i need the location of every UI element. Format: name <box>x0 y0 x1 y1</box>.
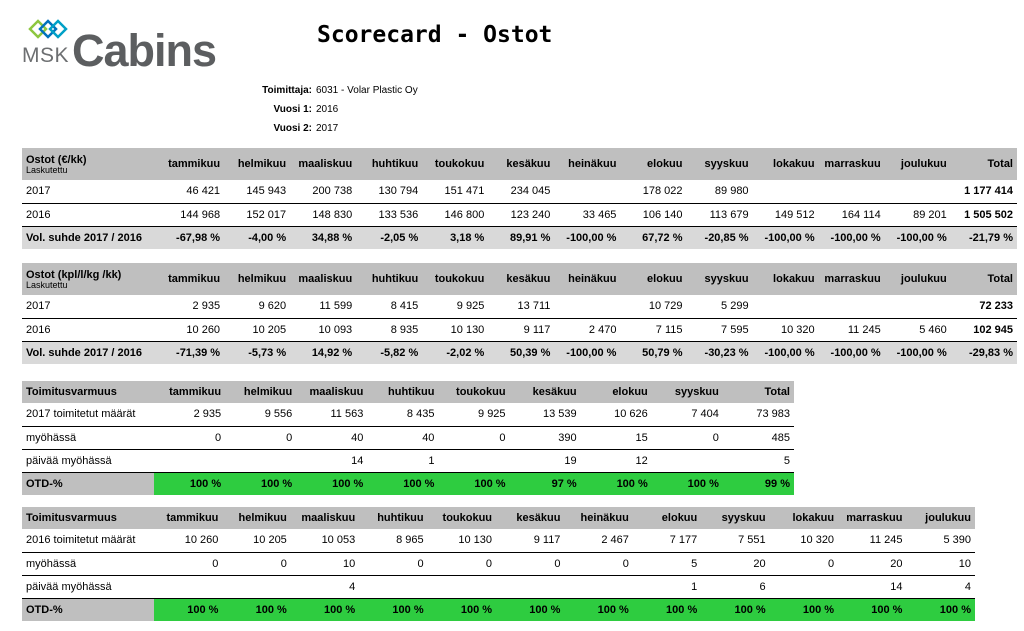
table-cell: 11 563 <box>296 403 367 426</box>
table-cell <box>819 180 885 203</box>
column-header: huhtikuu <box>359 507 427 529</box>
table-header-row <box>22 507 975 529</box>
row-label: myöhässä <box>22 426 154 449</box>
column-header: tammikuu <box>158 148 224 180</box>
table-cell: 14 <box>296 449 367 472</box>
table-cell <box>154 575 222 598</box>
table-cell: 97 % <box>510 472 581 495</box>
table-cell: -100,00 % <box>753 226 819 249</box>
row-label: 2017 <box>22 295 158 318</box>
table-cell: 133 536 <box>356 203 422 226</box>
table-cell: 10 <box>906 552 975 575</box>
column-header: tammikuu <box>158 263 224 295</box>
table-row <box>22 472 794 495</box>
table-cell <box>554 180 620 203</box>
column-header: huhtikuu <box>356 148 422 180</box>
table-cell: 19 <box>510 449 581 472</box>
table-cell: 2 935 <box>154 403 225 426</box>
row-label: OTD-% <box>22 598 154 621</box>
column-header: syyskuu <box>701 507 769 529</box>
table-cell: -2,05 % <box>356 226 422 249</box>
table-cell: 10 205 <box>222 529 290 552</box>
table-cell: 2 470 <box>554 318 620 341</box>
column-header: helmikuu <box>224 148 290 180</box>
table-cell <box>554 295 620 318</box>
column-header: marraskuu <box>819 148 885 180</box>
table-row <box>22 552 975 575</box>
table-cell: 130 794 <box>356 180 422 203</box>
table-cell: 11 245 <box>819 318 885 341</box>
table-cell: 67,72 % <box>620 226 686 249</box>
table-cell: -100,00 % <box>753 341 819 364</box>
table-cell: 10 729 <box>620 295 686 318</box>
table-cell: 4 <box>291 575 359 598</box>
table-cell: 178 022 <box>620 180 686 203</box>
table-cell: 5 460 <box>885 318 951 341</box>
table-cell: 100 % <box>359 598 427 621</box>
column-header: kesäkuu <box>488 148 554 180</box>
table-cell: 144 968 <box>158 203 224 226</box>
table-cell: 100 % <box>225 472 296 495</box>
meta-year2-label: Vuosi 2: <box>273 123 312 134</box>
table-cell: 13 711 <box>488 295 554 318</box>
table-cell: 9 620 <box>224 295 290 318</box>
table-cell: 8 435 <box>367 403 438 426</box>
table-cell: -71,39 % <box>158 341 224 364</box>
column-header: Total <box>951 263 1017 295</box>
table-cell: 5 <box>723 449 794 472</box>
table-cell <box>753 180 819 203</box>
column-header: elokuu <box>620 263 686 295</box>
table-cell <box>885 180 951 203</box>
brand-logo <box>22 18 222 76</box>
table-cell: 11 245 <box>838 529 906 552</box>
table-cell: 3,18 % <box>422 226 488 249</box>
table-cell: 10 053 <box>291 529 359 552</box>
table-cell: 20 <box>838 552 906 575</box>
table-cell: 123 240 <box>488 203 554 226</box>
column-header: helmikuu <box>225 381 296 403</box>
table-row <box>22 403 794 426</box>
column-header: marraskuu <box>838 507 906 529</box>
column-header: Total <box>951 148 1017 180</box>
row-label: 2017 toimitetut määrät <box>22 403 154 426</box>
column-header: maaliskuu <box>291 507 359 529</box>
table-cell: 113 679 <box>687 203 753 226</box>
table-cell: 11 599 <box>290 295 356 318</box>
table-cell: 146 800 <box>422 203 488 226</box>
table-cell: 1 177 414 <box>951 180 1017 203</box>
table-cell: 4 <box>906 575 975 598</box>
logo-diamonds-icon <box>28 18 72 40</box>
table-cell: 99 % <box>723 472 794 495</box>
column-header: toukokuu <box>422 148 488 180</box>
table-cell: 46 421 <box>158 180 224 203</box>
column-header: maaliskuu <box>296 381 367 403</box>
column-header: helmikuu <box>222 507 290 529</box>
column-header: Total <box>723 381 794 403</box>
table-cell: 73 983 <box>723 403 794 426</box>
table-cell: -5,73 % <box>224 341 290 364</box>
table-cell: 15 <box>581 426 652 449</box>
table-cell: 100 % <box>438 472 509 495</box>
table-cell: 2 467 <box>564 529 632 552</box>
table-title <box>22 263 158 295</box>
table-cell: -30,23 % <box>687 341 753 364</box>
table-cell: 2 935 <box>158 295 224 318</box>
table-cell <box>428 575 496 598</box>
table-cell: -29,83 % <box>951 341 1017 364</box>
table-cell: 100 % <box>428 598 496 621</box>
table-cell: 100 % <box>222 598 290 621</box>
table-cell: 10 093 <box>290 318 356 341</box>
table-row <box>22 426 794 449</box>
table-cell: 40 <box>296 426 367 449</box>
table-cell: 1 <box>633 575 701 598</box>
table-cell: 7 551 <box>701 529 769 552</box>
table-cell: 7 595 <box>687 318 753 341</box>
table-cell: 200 738 <box>290 180 356 203</box>
table-cell: 10 130 <box>422 318 488 341</box>
table-cell: 10 320 <box>753 318 819 341</box>
table-row <box>22 529 975 552</box>
column-header: elokuu <box>620 148 686 180</box>
table-cell: 0 <box>359 552 427 575</box>
table-cell: 100 % <box>581 472 652 495</box>
table-header-row <box>22 381 794 403</box>
table-cell <box>753 295 819 318</box>
table-cell: 14 <box>838 575 906 598</box>
purchases-eur-table <box>22 148 1017 249</box>
table-cell: 152 017 <box>224 203 290 226</box>
column-header: heinäkuu <box>554 148 620 180</box>
table-cell: -100,00 % <box>819 226 885 249</box>
table-cell <box>222 575 290 598</box>
table-cell: 0 <box>154 426 225 449</box>
table-cell: 14,92 % <box>290 341 356 364</box>
column-header: joulukuu <box>885 148 951 180</box>
column-header: tammikuu <box>154 381 225 403</box>
table-cell: 7 177 <box>633 529 701 552</box>
table-cell: 100 % <box>564 598 632 621</box>
table-row <box>22 341 1017 364</box>
column-header: kesäkuu <box>496 507 564 529</box>
table-cell: 10 626 <box>581 403 652 426</box>
column-header: huhtikuu <box>356 263 422 295</box>
meta-year1-label: Vuosi 1: <box>273 104 312 115</box>
table-cell: 145 943 <box>224 180 290 203</box>
table-cell: 100 % <box>701 598 769 621</box>
table-title-label: Toimitusvarmuus <box>26 512 117 524</box>
table-cell: 9 925 <box>438 403 509 426</box>
column-header: elokuu <box>581 381 652 403</box>
row-label: päivää myöhässä <box>22 449 154 472</box>
table-cell <box>154 449 225 472</box>
logo-prefix: MSK <box>22 44 70 67</box>
column-header: huhtikuu <box>367 381 438 403</box>
logo-name: Cabins <box>72 25 217 76</box>
table-cell: 50,39 % <box>488 341 554 364</box>
table-cell: -100,00 % <box>554 226 620 249</box>
table-cell: 164 114 <box>819 203 885 226</box>
table-cell: 390 <box>510 426 581 449</box>
table-cell <box>564 575 632 598</box>
table-cell: 100 % <box>838 598 906 621</box>
table-cell: -5,82 % <box>356 341 422 364</box>
table-cell: 89,91 % <box>488 226 554 249</box>
column-header: syyskuu <box>687 148 753 180</box>
table-cell: 89 201 <box>885 203 951 226</box>
table-cell: 100 % <box>291 598 359 621</box>
column-header: joulukuu <box>906 507 975 529</box>
table-cell: 0 <box>154 552 222 575</box>
column-header: maaliskuu <box>290 148 356 180</box>
table-row <box>22 449 794 472</box>
column-header: toukokuu <box>438 381 509 403</box>
table-cell: 72 233 <box>951 295 1017 318</box>
table-cell: 33 465 <box>554 203 620 226</box>
table-cell: 0 <box>225 426 296 449</box>
table-cell <box>652 449 723 472</box>
purchases-qty-table <box>22 263 1017 364</box>
row-label: 2016 toimitetut määrät <box>22 529 154 552</box>
table-cell: 106 140 <box>620 203 686 226</box>
table-cell: 50,79 % <box>620 341 686 364</box>
table-cell: 234 045 <box>488 180 554 203</box>
table-cell: 100 % <box>633 598 701 621</box>
table-cell: 10 <box>291 552 359 575</box>
row-label: Vol. suhde 2017 / 2016 <box>22 226 158 249</box>
column-header: toukokuu <box>422 263 488 295</box>
table-cell: 100 % <box>906 598 975 621</box>
table-title <box>22 148 158 180</box>
table-cell: 1 <box>367 449 438 472</box>
table-cell: 8 965 <box>359 529 427 552</box>
table-cell: 13 539 <box>510 403 581 426</box>
table-cell: 7 404 <box>652 403 723 426</box>
table-row <box>22 295 1017 318</box>
table-title <box>22 507 154 529</box>
meta-supplier-value: 6031 - Volar Plastic Oy <box>316 85 418 96</box>
row-label: päivää myöhässä <box>22 575 154 598</box>
meta-supplier-label: Toimittaja: <box>262 85 312 96</box>
table-cell: 5 390 <box>906 529 975 552</box>
table-cell: 0 <box>222 552 290 575</box>
table-cell: 9 117 <box>488 318 554 341</box>
table-cell: 0 <box>428 552 496 575</box>
table-cell: 100 % <box>652 472 723 495</box>
table-cell <box>359 575 427 598</box>
table-cell: 9 556 <box>225 403 296 426</box>
column-header: maaliskuu <box>290 263 356 295</box>
table-cell: 9 117 <box>496 529 564 552</box>
table-cell <box>225 449 296 472</box>
table-cell: -4,00 % <box>224 226 290 249</box>
table-cell: 100 % <box>770 598 838 621</box>
column-header: marraskuu <box>819 263 885 295</box>
column-header: joulukuu <box>885 263 951 295</box>
table-cell: 5 <box>633 552 701 575</box>
column-header: helmikuu <box>224 263 290 295</box>
table-cell: 151 471 <box>422 180 488 203</box>
meta-block <box>200 85 530 135</box>
table-cell: 34,88 % <box>290 226 356 249</box>
table-cell: 485 <box>723 426 794 449</box>
table-header-row <box>22 148 1017 180</box>
table-row <box>22 226 1017 249</box>
table-row <box>22 203 1017 226</box>
row-label: myöhässä <box>22 552 154 575</box>
row-label: 2017 <box>22 180 158 203</box>
column-header: kesäkuu <box>510 381 581 403</box>
table-cell: 6 <box>701 575 769 598</box>
table-cell: 100 % <box>154 598 222 621</box>
table-cell: 149 512 <box>753 203 819 226</box>
table-cell: 5 299 <box>687 295 753 318</box>
column-header: lokakuu <box>753 263 819 295</box>
table-cell: 10 260 <box>154 529 222 552</box>
table-cell: 0 <box>564 552 632 575</box>
delivery-reliability-2017-table <box>22 381 794 495</box>
column-header: lokakuu <box>770 507 838 529</box>
column-header: heinäkuu <box>564 507 632 529</box>
table-cell: -2,02 % <box>422 341 488 364</box>
table-cell: 1 505 502 <box>951 203 1017 226</box>
table-cell: 0 <box>496 552 564 575</box>
table-cell: 100 % <box>496 598 564 621</box>
table-cell: 0 <box>652 426 723 449</box>
meta-year1-value: 2016 <box>316 104 339 115</box>
delivery-reliability-2016-table <box>22 507 975 621</box>
table-title-label: Ostot (€/kk) <box>26 153 87 166</box>
row-label: OTD-% <box>22 472 154 495</box>
table-title-label: Ostot (kpl/l/kg /kk) <box>26 268 122 281</box>
table-cell: 89 980 <box>687 180 753 203</box>
table-cell: 10 130 <box>428 529 496 552</box>
table-cell: 7 115 <box>620 318 686 341</box>
table-cell: -100,00 % <box>885 226 951 249</box>
table-cell: -21,79 % <box>951 226 1017 249</box>
column-header: syyskuu <box>652 381 723 403</box>
table-cell: 0 <box>770 552 838 575</box>
table-cell: 148 830 <box>290 203 356 226</box>
table-header-row <box>22 263 1017 295</box>
table-cell: 20 <box>701 552 769 575</box>
page-title: Scorecard - Ostot <box>317 22 553 48</box>
table-cell: 9 925 <box>422 295 488 318</box>
table-cell: 10 205 <box>224 318 290 341</box>
row-label: 2016 <box>22 318 158 341</box>
table-cell: -100,00 % <box>554 341 620 364</box>
column-header: elokuu <box>633 507 701 529</box>
table-cell: 8 415 <box>356 295 422 318</box>
column-header: tammikuu <box>154 507 222 529</box>
table-row <box>22 180 1017 203</box>
table-row <box>22 318 1017 341</box>
table-row <box>22 575 975 598</box>
table-cell <box>496 575 564 598</box>
table-cell: 100 % <box>154 472 225 495</box>
table-cell: 10 320 <box>770 529 838 552</box>
column-header: heinäkuu <box>554 263 620 295</box>
table-row <box>22 598 975 621</box>
table-cell: -100,00 % <box>885 341 951 364</box>
row-label: Vol. suhde 2017 / 2016 <box>22 341 158 364</box>
column-header: syyskuu <box>687 263 753 295</box>
table-subtitle: Laskutettu <box>26 164 68 175</box>
table-cell: 8 935 <box>356 318 422 341</box>
table-title-label: Toimitusvarmuus <box>26 386 117 398</box>
table-cell: -20,85 % <box>687 226 753 249</box>
table-cell: 10 260 <box>158 318 224 341</box>
table-cell: 102 945 <box>951 318 1017 341</box>
table-cell: 100 % <box>367 472 438 495</box>
meta-year2-value: 2017 <box>316 123 339 134</box>
table-cell: 100 % <box>296 472 367 495</box>
table-cell: -67,98 % <box>158 226 224 249</box>
table-subtitle: Laskutettu <box>26 279 68 290</box>
row-label: 2016 <box>22 203 158 226</box>
table-title <box>22 381 154 403</box>
column-header: kesäkuu <box>488 263 554 295</box>
table-cell: -100,00 % <box>819 341 885 364</box>
column-header: lokakuu <box>753 148 819 180</box>
table-cell <box>819 295 885 318</box>
table-cell <box>885 295 951 318</box>
table-cell: 40 <box>367 426 438 449</box>
table-cell <box>438 449 509 472</box>
table-cell <box>770 575 838 598</box>
table-cell: 0 <box>438 426 509 449</box>
table-cell: 12 <box>581 449 652 472</box>
column-header: toukokuu <box>428 507 496 529</box>
